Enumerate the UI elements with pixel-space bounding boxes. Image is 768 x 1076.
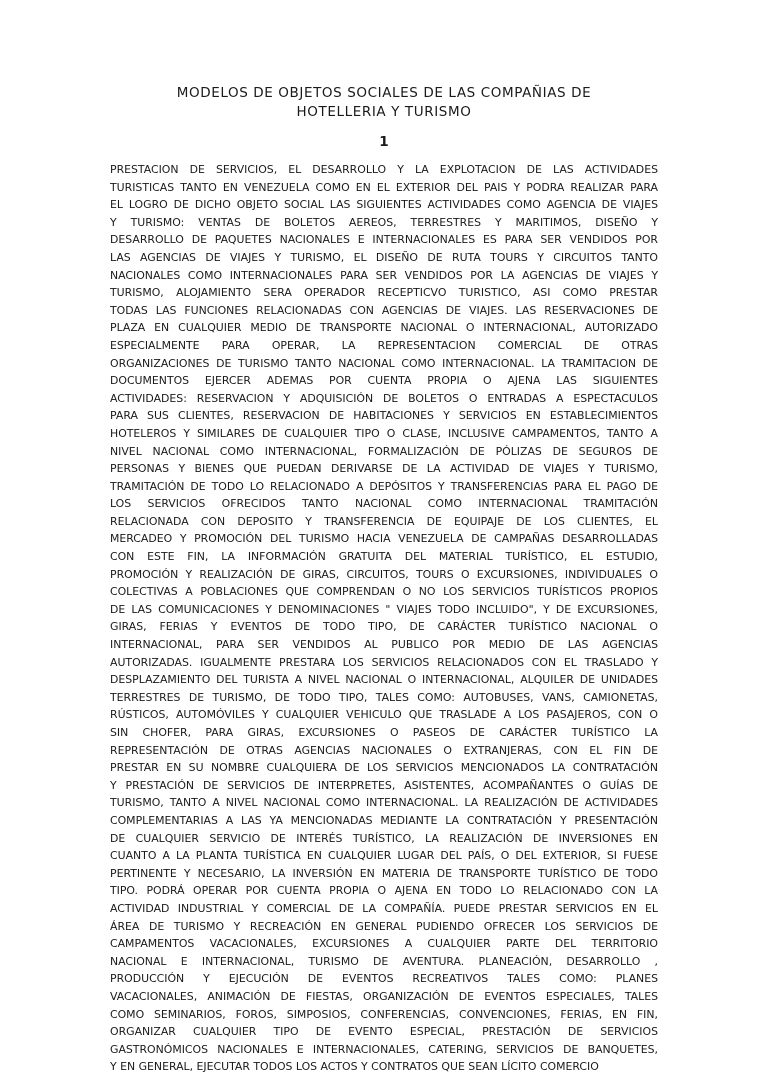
body-line: ORGANIZAR CUALQUIER TIPO DE EVENTO ESPECIAL, PRESTACIÓN DE SERVICIOS <box>110 1025 658 1039</box>
body-line: TURISTICAS TANTO EN VENEZUELA COMO EN EL EXTERIOR DEL PAIS Y PODRA REALIZAR PARA <box>110 180 658 194</box>
body-line: DOCUMENTOS EJERCER ADEMAS POR CUENTA PROPIA O AJENA LAS SIGUIENTES <box>110 374 658 388</box>
body-line: Y EN GENERAL, EJECUTAR TODOS LOS ACTOS Y CONTRATOS QUE SEAN LÍCITO COMERCIO <box>110 1060 599 1074</box>
body-line: ÁREA DE TURISMO Y RECREACIÓN EN GENERAL PUDIENDO OFRECER LOS SERVICIOS DE <box>110 919 658 933</box>
body-line: TURISMO, TANTO A NIVEL NACIONAL COMO INTERNACIONAL. LA REALIZACIÓN DE ACTIVIDADES <box>110 796 658 810</box>
body-line: NIVEL NACIONAL COMO INTERNACIONAL, FORMALIZACIÓN DE PÓLIZAS DE SEGUROS DE <box>110 444 658 458</box>
body-line: ACTIVIDADES: RESERVACION Y ADQUISICIÓN DE BOLETOS O ENTRADAS A ESPECTACULOS <box>110 391 658 405</box>
body-line: VACACIONALES, ANIMACIÓN DE FIESTAS, ORGANIZACIÓN DE EVENTOS ESPECIALES, TALES <box>110 989 658 1003</box>
body-line: TRAMITACIÓN DE TODO LO RELACIONADO A DEPÓSITOS Y TRANSFERENCIAS PARA EL PAGO DE <box>110 479 658 493</box>
body-line: ACTIVIDAD INDUSTRIAL Y COMERCIAL DE LA COMPAÑÍA. PUEDE PRESTAR SERVICIOS EN EL <box>110 901 658 915</box>
body-line: NACIONALES COMO INTERNACIONALES PARA SER VENDIDOS POR LA AGENCIAS DE VIAJES Y <box>110 268 658 282</box>
body-line: CAMPAMENTOS VACACIONALES, EXCURSIONES A CUALQUIER PARTE DEL TERRITORIO <box>110 937 658 951</box>
body-line: RELACIONADA CON DEPOSITO Y TRANSFERENCIA DE EQUIPAJE DE LOS CLIENTES, EL <box>110 514 658 528</box>
body-line: PARA SUS CLIENTES, RESERVACION DE HABITACIONES Y SERVICIOS EN ESTABLECIMIENTOS <box>110 409 658 423</box>
body-line: PRESTACION DE SERVICIOS, EL DESARROLLO Y LA EXPLOTACION DE LAS ACTIVIDADES <box>110 163 658 176</box>
body-line: Y PRESTACIÓN DE SERVICIOS DE INTERPRETES, ASISTENTES, ACOMPAÑANTES O GUÍAS DE <box>110 778 658 792</box>
body-line: COMPLEMENTARIAS A LAS YA MENCIONADAS MEDIANTE LA CONTRATACIÓN Y PRESENTACIÓN <box>110 813 658 827</box>
body-line: DE LAS COMUNICACIONES Y DENOMINACIONES " VIAJES TODO INCLUIDO", Y DE EXCURSIONES, <box>110 602 658 616</box>
body-line: COMO SEMINARIOS, FOROS, SIMPOSIOS, CONFERENCIAS, CONVENCIONES, FERIAS, EN FIN, <box>110 1007 658 1021</box>
body-line: GASTRONÓMICOS NACIONALES E INTERNACIONALES, CATERING, SERVICIOS DE BANQUETES, <box>110 1042 658 1056</box>
body-line: MERCADEO Y PROMOCIÓN DEL TURISMO HACIA VENEZUELA DE CAMPAÑAS DESARROLLADAS <box>110 532 658 546</box>
body-line: LOS SERVICIOS OFRECIDOS TANTO NACIONAL COMO INTERNACIONAL TRAMITACIÓN <box>110 497 658 511</box>
body-line: TODAS LAS FUNCIONES RELACIONADAS CON AGENCIAS DE VIAJES. LAS RESERVACIONES DE <box>110 303 658 317</box>
body-line: CUANTO A LA PLANTA TURÍSTICA EN CUALQUIER LUGAR DEL PAÍS, O DEL EXTERIOR, SI FUESE <box>110 849 658 863</box>
body-line: PERTINENTE Y NECESARIO, LA INVERSIÓN EN MATERIA DE TRANSPORTE TURÍSTICO DE TODO <box>110 866 658 880</box>
body-line: ESPECIALMENTE PARA OPERAR, LA REPRESENTACION COMERCIAL DE OTRAS <box>110 338 658 352</box>
body-line: INTERNACIONAL, PARA SER VENDIDOS AL PUBLICO POR MEDIO DE LAS AGENCIAS <box>110 638 658 652</box>
body-line: Y TURISMO: VENTAS DE BOLETOS AEREOS, TERRESTRES Y MARITIMOS, DISEÑO Y <box>110 215 658 229</box>
body-line: TERRESTRES DE TURISMO, DE TODO TIPO, TALES COMO: AUTOBUSES, VANS, CAMIONETAS, <box>110 690 658 704</box>
body-line: COLECTIVAS A POBLACIONES QUE COMPRENDAN O NO LOS SERVICIOS TURÍSTICOS PROPIOS <box>110 585 658 599</box>
body-line: REPRESENTACIÓN DE OTRAS AGENCIAS NACIONALES O EXTRANJERAS, CON EL FIN DE <box>110 743 658 757</box>
body-line: DESPLAZAMIENTO DEL TURISTA A NIVEL NACIONAL O INTERNACIONAL, ALQUILER DE UNIDADES <box>110 673 658 687</box>
body-line: SIN CHOFER, PARA GIRAS, EXCURSIONES O PASEOS DE CARÁCTER TURÍSTICO LA <box>110 726 658 739</box>
body-line: ORGANIZACIONES DE TURISMO TANTO NACIONAL COMO INTERNACIONAL. LA TRAMITACION DE <box>110 356 658 370</box>
body-line: PROMOCIÓN Y REALIZACIÓN DE GIRAS, CIRCUITOS, TOURS O EXCURSIONES, INDIVIDUALES O <box>110 567 658 581</box>
body-line: PERSONAS Y BIENES QUE PUEDAN DERIVARSE DE LA ACTIVIDAD DE VIAJES Y TURISMO, <box>110 462 658 476</box>
body-line: PLAZA EN CUALQUIER MEDIO DE TRANSPORTE NACIONAL O INTERNACIONAL, AUTORIZADO <box>110 321 658 335</box>
body-line: GIRAS, FERIAS Y EVENTOS DE TODO TIPO, DE CARÁCTER TURÍSTICO NACIONAL O <box>110 620 658 634</box>
body-line: LAS AGENCIAS DE VIAJES Y TURISMO, EL DISEÑO DE RUTA TOURS Y CIRCUITOS TANTO <box>110 250 658 264</box>
section-number: 1 <box>379 134 389 150</box>
body-line: TURISMO, ALOJAMIENTO SERA OPERADOR RECEPTICVO TURISTICO, ASI COMO PRESTAR <box>110 286 658 300</box>
document-title <box>110 84 658 122</box>
body-line: PRESTAR EN SU NOMBRE CUALQUIERA DE LOS SERVICIOS MENCIONADOS LA CONTRATACIÓN <box>110 761 658 775</box>
title-line: MODELOS DE OBJETOS SOCIALES DE LAS COMPAÑIAS DE <box>176 85 592 101</box>
body-line: AUTORIZADAS. IGUALMENTE PRESTARA LOS SERVICIOS RELACIONADOS CON EL TRASLADO Y <box>110 655 658 669</box>
body-line: HOTELEROS Y SIMILARES DE CUALQUIER TIPO O CLASE, INCLUSIVE CAMPAMENTOS, TANTO A <box>110 426 658 440</box>
body-paragraph <box>110 161 658 1076</box>
body-line: NACIONAL E INTERNACIONAL, TURISMO DE AVENTURA. PLANEACIÓN, DESARROLLO , <box>110 954 658 968</box>
body-line: DE CUALQUIER SERVICIO DE INTERÉS TURÍSTICO, LA REALIZACIÓN DE INVERSIONES EN <box>110 831 658 845</box>
body-line: PRODUCCIÓN Y EJECUCIÓN DE EVENTOS RECREATIVOS TALES COMO: PLANES <box>110 972 658 986</box>
body-line: CON ESTE FIN, LA INFORMACIÓN GRATUITA DEL MATERIAL TURÍSTICO, EL ESTUDIO, <box>110 550 658 564</box>
body-line: DESARROLLO DE PAQUETES NACIONALES E INTERNACIONALES ES PARA SER VENDIDOS POR <box>110 233 658 247</box>
body-line: RÚSTICOS, AUTOMÓVILES Y CUALQUIER VEHICULO QUE TRASLADE A LOS PASAJEROS, CON O <box>110 708 658 722</box>
body-line: TIPO. PODRÁ OPERAR POR CUENTA PROPIA O AJENA EN TODO LO RELACIONADO CON LA <box>110 884 658 898</box>
title-line: HOTELLERIA Y TURISMO <box>296 104 472 120</box>
body-line: EL LOGRO DE DICHO OBJETO SOCIAL LAS SIGUIENTES ACTIVIDADES COMO AGENCIA DE VIAJES <box>110 198 658 212</box>
